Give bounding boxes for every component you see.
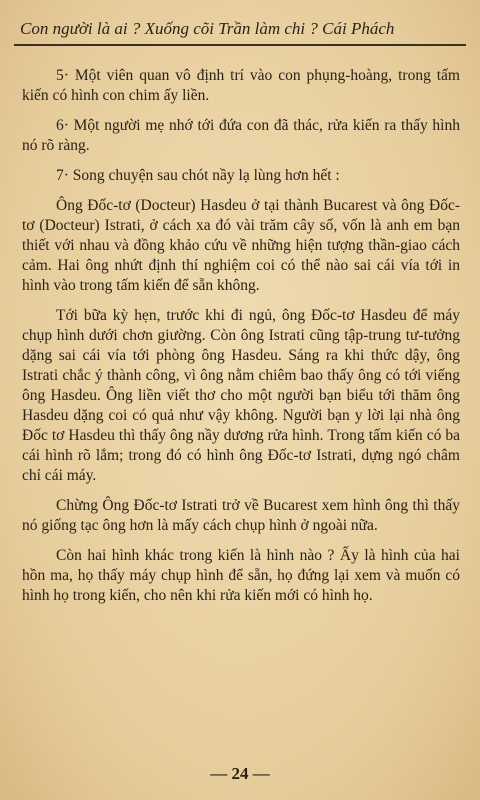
paragraph-two-images: Còn hai hình khác trong kiến là hình nào ? Ấy là hình của hai hồn ma, họ thấy máy chụp hình để sẵn, họ đứng lại xem và muốn có hình họ trong kiến, cho nên khi rửa kiến mới có hình họ. [22,547,460,604]
page-number: — 24 — [210,764,270,783]
paragraph-item-7: 7· Song chuyện sau chót nầy lạ lùng hơn hết : [56,167,340,184]
paragraph-item-5: 5· Một viên quan vô định trí vào con phụng-hoàng, trong tấm kiến có hình con chim ấy liền. [22,67,460,104]
paragraph-item-6: 6· Một người mẹ nhớ tới đứa con đã thác, rửa kiến ra thấy hình nó rõ ràng. [22,117,460,154]
page-body [22,66,460,616]
paragraph-experiment: Tới bữa kỳ hẹn, trước khi đi ngủ, ông Đốc-tơ Hasdeu để máy chụp hình dưới chơn giường. Còn ông Istrati cũng tập-trung tư-tưởng dặng sai cái vía tới phòng ông Hasdeu. Sáng ra khi thức dậy, ông Istrati chắc ý thành công, vì ông nằm chiêm bao thấy ông có tới viếng ông Hasdeu. Ông liền viết thơ cho một người bạn biểu tới thăm ông Hasdeu dặng coi có quả như vậy không. Người bạn y lời lại nhà ông Đốc tơ Hasdeu thì thấy ông nầy dương rửa hình. Trong tấm kiến có ba cái hình rõ lắm; trong đó có hình ông Đốc-tơ Istrati, dựng ngó châm chỉ cái máy. [22,307,460,484]
running-header: Con người là ai ? Xuống cõi Trần làm chi ? Cái Phách [14,14,466,46]
paragraph-hasdeu-istrati: Ông Đốc-tơ (Docteur) Hasdeu ở tại thành Bucarest và ông Đốc-tơ (Docteur) Istrati, ở cách xa đó vài trăm cây số, vốn là anh em bạn thiết với nhau và đồng khảo cứu về những hiện tượng thần-giao cách cảm. Hai ông nhứt định thí nghiệm coi có thể nào sai cái vía tới in hình vào trong tấm kiến để sẵn không. [22,197,460,294]
paragraph-return-bucarest: Chừng Ông Đốc-tơ Istrati trở về Bucarest xem hình ông thì thấy nó giống tạc ông hơn là mấy cách chụp hình ở ngoài nữa. [22,497,460,534]
